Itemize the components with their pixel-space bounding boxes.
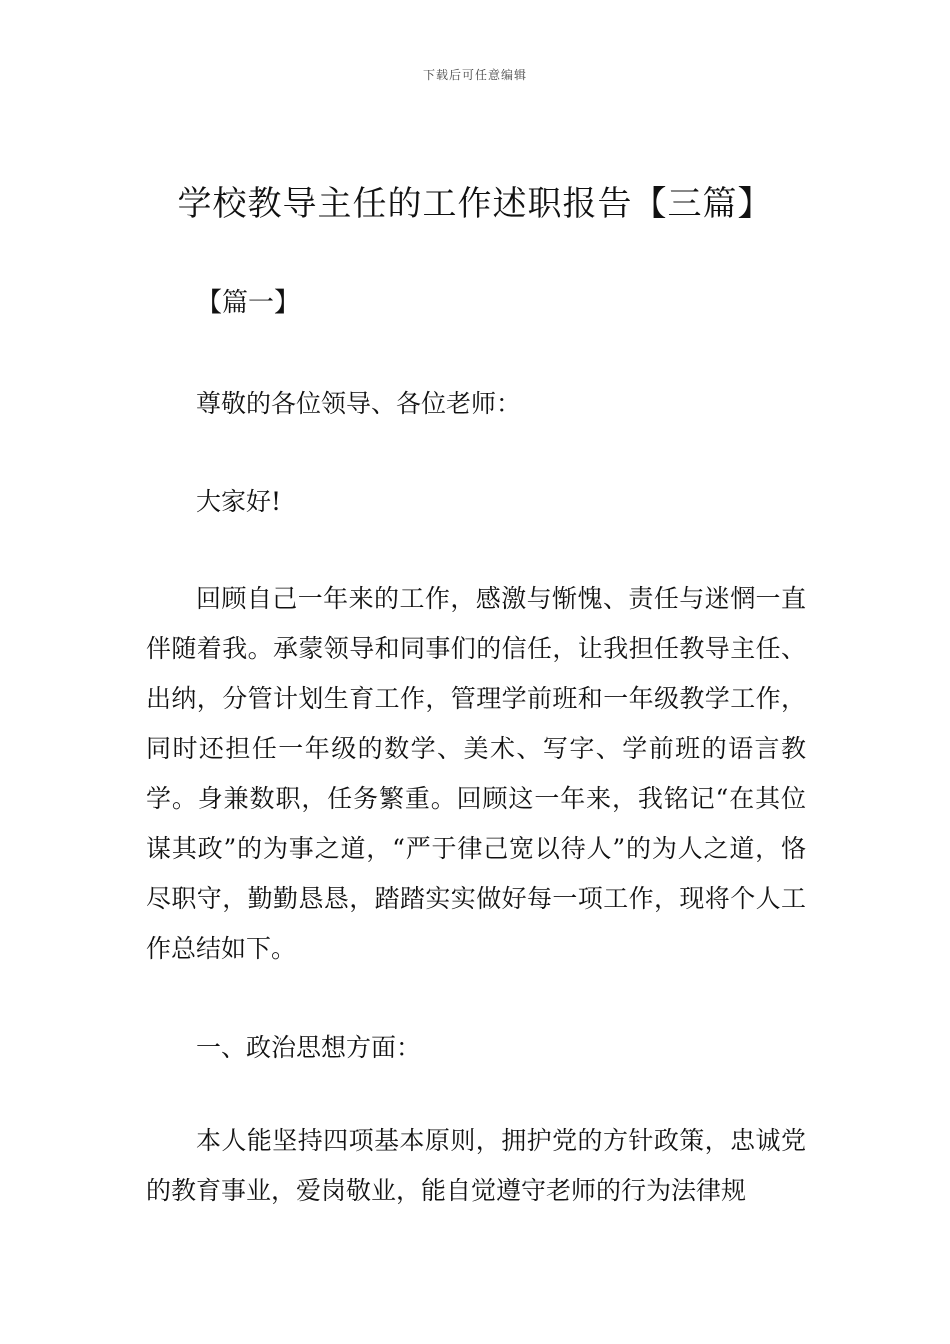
salutation: 尊敬的各位领导、各位老师：: [196, 389, 522, 418]
section-label: 【篇一】: [196, 288, 301, 318]
page-header-note: 下载后可任意编辑: [422, 68, 527, 82]
section-heading: 一、政治思想方面：: [196, 1033, 422, 1062]
body-paragraph: 回顾自己一年来的工作，感激与惭愧、责任与迷惘一直伴随着我。承蒙领导和同事们的信任，让我担任教导主任、出纳，分管计划生育工作，管理学前班和一年级教学工作，同时还担任一年级的数学、美术、写字、学前班的语言教学。身兼数职，任务繁重。回顾这一年来，我铭记“在其位谋其政”的为事之道，“严于律己宽以待人”的为人之道，恪尽职守，勤勤恳恳，踏踏实实做好每一项工作，现将个人工作总结如下。: [146, 584, 806, 963]
greeting: 大家好!: [196, 487, 282, 516]
document-title: 学校教导主任的工作述职报告【三篇】: [177, 184, 773, 224]
body-paragraph: 本人能坚持四项基本原则，拥护党的方针政策，忠诚党的教育事业，爱岗敬业，能自觉遵守老师的行为法律规: [146, 1126, 806, 1205]
